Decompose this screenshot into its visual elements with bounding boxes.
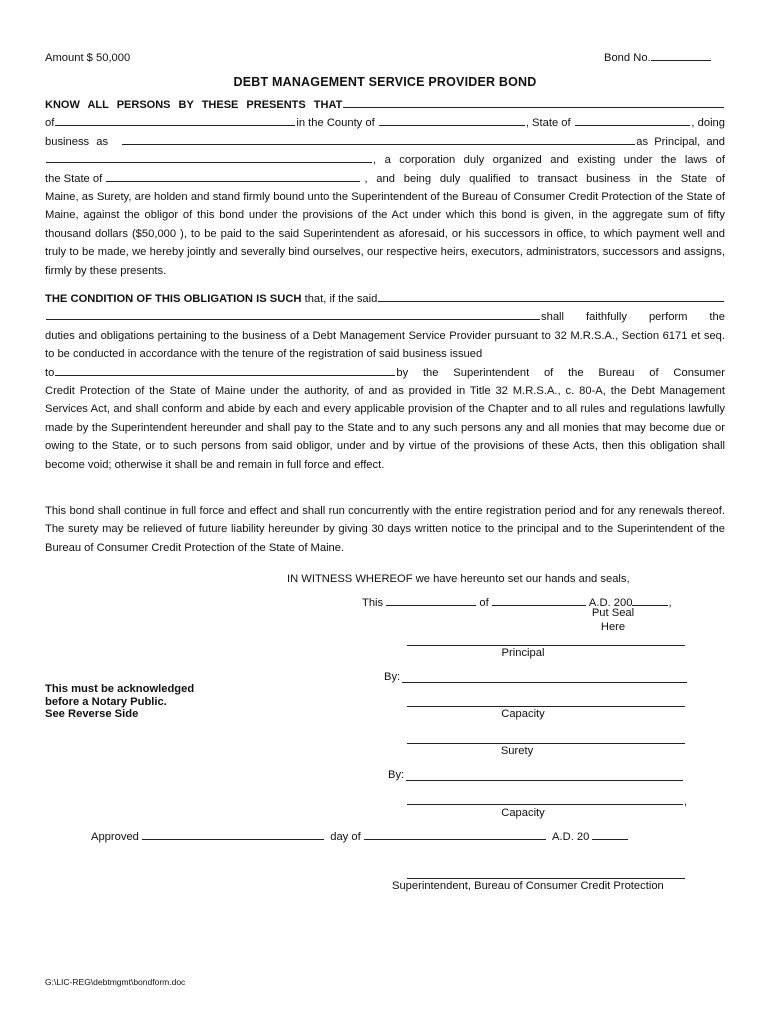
condition-section — [45, 290, 725, 474]
approved-line — [91, 828, 628, 846]
approved-label: Approved — [91, 831, 139, 843]
witness-text: IN WITNESS WHEREOF we have hereunto set our hands and seals, — [287, 573, 630, 585]
know-all-heading: KNOW ALL PERSONS BY THESE PRESENTS THAT — [45, 99, 343, 111]
state-blank — [575, 114, 691, 126]
of-label: of — [45, 117, 55, 130]
by-superintendent-label: by the Superintendent of the Bureau of Consumer — [396, 366, 725, 379]
condition-line-2 — [45, 308, 725, 326]
witness-month-blank — [492, 594, 586, 606]
surety-capacity-trail: , — [684, 796, 688, 808]
notary-notice-line-3: See Reverse Side — [45, 708, 139, 721]
county-label: in the County of — [296, 117, 375, 130]
condition-line-to — [45, 364, 725, 382]
approved-ad-label: A.D. 20 — [552, 831, 590, 843]
intro-section — [45, 96, 725, 280]
principal-city-blank — [55, 114, 295, 126]
bond-number — [604, 49, 711, 67]
to-label: to — [45, 366, 55, 379]
condition-line-1 — [45, 290, 725, 308]
county-blank — [379, 114, 525, 126]
registrant-blank — [55, 364, 395, 376]
approved-year-blank — [592, 828, 628, 840]
business-as-label: business as — [45, 135, 109, 148]
witness-year-blank — [632, 594, 668, 606]
the-state-of-label: the State of — [45, 172, 103, 185]
intro-body: Maine, as Surety, are holden and stand firmly bound unto the Superintendent of the Bureau of Consumer Credit Protection of the State of Maine, against the obligor of this bond under the provisions of the Act under which this bond is given, in the aggregate sum of fifty thousand dollars ($50,000 ), to be paid to the said Superintendent as aforesaid, or his successors in office, to which payment well and truly to be made, we hereby jointly and severally bind ourselves, our respective heirs, executors, administrators, successors and assigns, firmly by these presents. — [45, 191, 725, 277]
notary-notice-line-2: before a Notary Public. — [45, 695, 167, 708]
witness-day-blank — [386, 594, 476, 606]
intro-line-2 — [45, 114, 725, 132]
that-said-label: that, if the said — [304, 293, 378, 305]
intro-line-1 — [45, 96, 725, 114]
this-label: This — [362, 597, 384, 609]
surety-capacity-label: Capacity — [501, 807, 545, 819]
surety-by-label: By: — [388, 769, 405, 781]
file-path: G:\LIC-REG\debtmgmt\bondform.doc — [45, 977, 186, 987]
superintendent-label: Superintendent, Bureau of Consumer Credit Protection — [392, 880, 664, 892]
approved-day-blank — [142, 828, 324, 840]
surety-by-line — [406, 780, 683, 781]
put-seal-here — [578, 606, 648, 634]
surety-state-blank — [106, 170, 360, 182]
doing-label: , doing — [691, 117, 725, 130]
of-month-label: of — [479, 597, 489, 609]
here-label: Here — [600, 621, 626, 633]
notary-notice-line-1: This must be acknowledged — [45, 683, 195, 695]
bond-number-label: Bond No. — [604, 52, 651, 64]
corporation-label: , a corporation duly organized and existing under the laws of — [373, 154, 725, 167]
state-of-label: , State of — [525, 117, 571, 130]
principal-by-label: By: — [384, 671, 401, 683]
approved-month-blank — [364, 828, 546, 840]
bond-amount: Amount $ 50,000 — [45, 52, 131, 64]
intro-line-5 — [45, 170, 725, 188]
put-seal-label: Put Seal — [591, 607, 635, 619]
bond-number-blank — [651, 49, 711, 61]
principal-label: Principal — [501, 647, 545, 659]
business-name-blank — [122, 133, 636, 145]
principal-by-line — [402, 682, 687, 683]
obligor-name-blank — [46, 308, 540, 320]
witness-trail: , — [668, 597, 672, 609]
ad-label: A.D. 200 — [588, 597, 633, 609]
notary-notice — [45, 683, 194, 721]
principal-name-blank — [343, 96, 724, 108]
as-principal-label: as Principal, and — [636, 135, 725, 148]
document-title: DEBT MANAGEMENT SERVICE PROVIDER BOND — [233, 75, 537, 89]
condition-heading: THE CONDITION OF THIS OBLIGATION IS SUCH — [45, 293, 302, 305]
qualified-label: , and being duly qualified to transact business in the State of — [364, 172, 725, 185]
continue-paragraph: This bond shall continue in full force and effect and shall run concurrently with the entire registration period and for any renewals thereof. The surety may be relieved of future liability hereunder by giving 30 days written notice to the principal and to the Superintendent of the Bureau of Consumer Credit Protection of the State of Maine. — [45, 505, 725, 554]
surety-name-blank — [46, 151, 372, 163]
condition-duties: duties and obligations pertaining to the business of a Debt Management Service Provider pursuant to 32 M.R.S.A., Section 6171 et seq. to be conducted in accordance with the tenure of the registration of said business issued — [45, 329, 725, 361]
obligor-blank — [378, 290, 724, 302]
condition-body: Credit Protection of the State of Maine under the authority, of and as provided in Title 32 M.R.S.A., c. 80-A, the Debt Management Services Act, and shall conform and abide by each and every applicable provision of the Chapter and to all rules and regulations lawfully made by the Superintendent hereunder and shall pay to the State and to any such persons any and all monies that may become due or owing to the State, or to such persons from said obligor, under and by virtue of the provisions of these Acts, then this obligation shall become void; otherwise it shall be and remain in full force and effect. — [45, 385, 725, 471]
principal-capacity-label: Capacity — [501, 708, 545, 720]
shall-perform-label: shall faithfully perform the — [541, 311, 725, 324]
intro-line-4 — [45, 151, 725, 169]
day-of-label: day of — [330, 831, 361, 843]
intro-line-3 — [45, 133, 725, 151]
surety-label: Surety — [500, 745, 534, 757]
